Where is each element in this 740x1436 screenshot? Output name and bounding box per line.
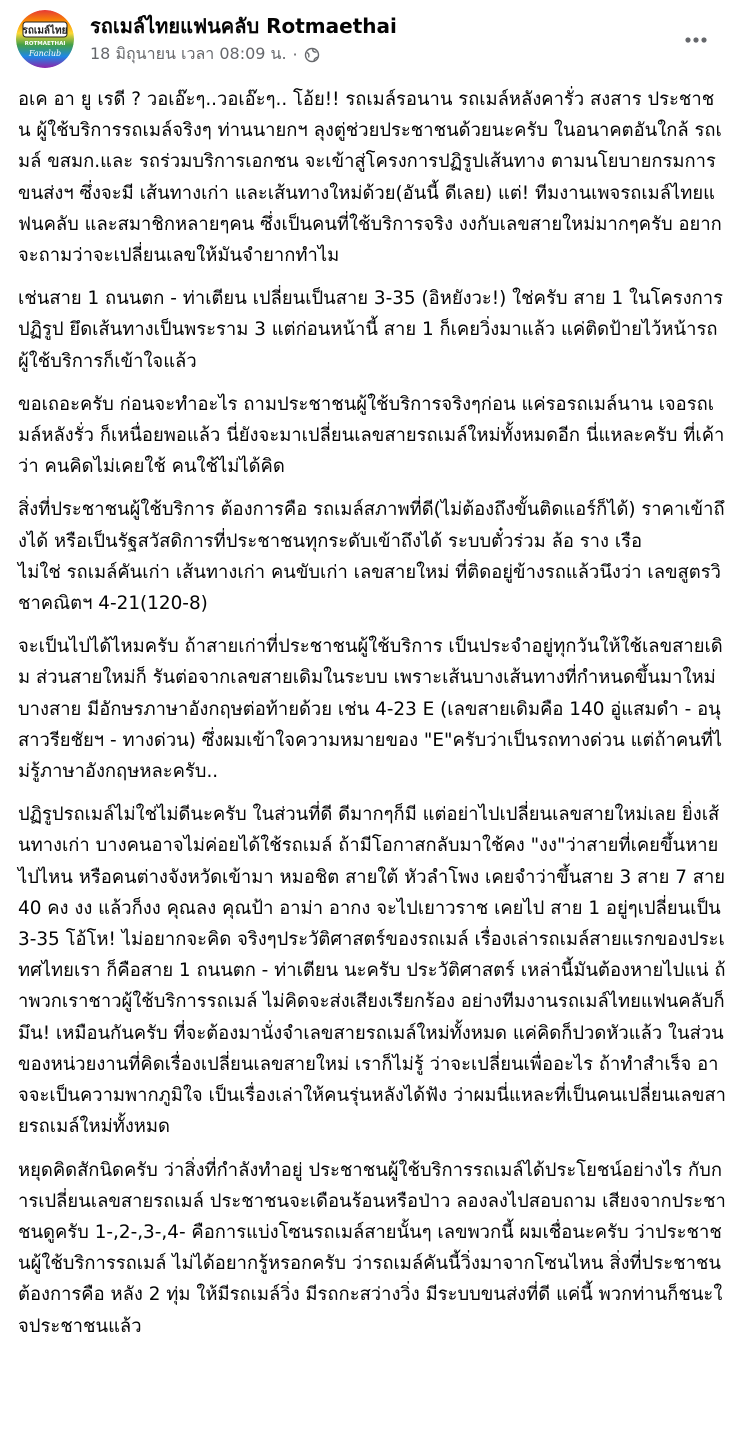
page-avatar[interactable]: [16, 10, 74, 68]
page-name[interactable]: รถเมล์ไทยแฟนคลับ Rotmaethai: [90, 14, 397, 38]
post-paragraph: จะเป็นไปได้ไหมครับ ถ้าสายเก่าที่ประชาชนผู้ใช้บริการ เป็นประจำอยู่ทุกวันให้ใช้เลขสายเดิม ส่วนสายใหม่ก็ รันต่อจากเลขสายเดิมในระบบ เพราะเส้นบางเส้นทางที่กำหนดขึ้นมาใหม่ บางสาย มีอักษรภาษาอังกฤษต่อท้ายด้วย เช่น 4-23 E (เลขสายเดิมคือ 140 อู่แสมดำ - อนุสาวรียชัยฯ - ทางด่วน) ซึ่งผมเข้าใจความหมายของ "E"ครับว่าเป็นรถทางด่วน แต่ถ้าคนที่ไม่รู้ภาษาอังกฤษหละครับ..: [18, 636, 723, 783]
post-timestamp[interactable]: 18 มิถุนายน เวลา 08:09 น.: [90, 44, 287, 63]
more-horizontal-icon[interactable]: [676, 22, 716, 58]
avatar-logo: [16, 10, 74, 68]
post-paragraph: หยุดคิดสักนิดครับ ว่าสิ่งที่กำลังทำอยู่ ประชาชนผู้ใช้บริการรถเมล์ได้ประโยชน์อย่างไร กับการเปลี่ยนเลขสายรถเมล์ ประชาชนจะเดือนร้อนหรือป่าว ลองลงไปสอบถาม เสียงจากประชาชนดูครับ 1-,2-,3-,4- คือการแบ่งโซนรถเมล์สายนั้นๆ เลขพวกนี้ ผมเชื่อนะครับ ว่าประชาชนผู้ใช้บริการรถเมล์ ไม่ได้อยากรู้หรอกครับ ว่ารถเมล์คันนี้วิ่งมาจากโซนไหน สิ่งที่ประชาชนต้องการคือ หลัง 2 ทุ่ม ให้มีรถเมล์วิ่ง มีรถกะสว่างวิ่ง มีระบบขนส่งที่ดี แค่นี้ พวกท่านก็ชนะใจประชาชนแล้ว: [18, 1159, 726, 1337]
svg-text:ROTMAETHAI: ROTMAETHAI: [24, 41, 66, 47]
svg-text:Fanclub: Fanclub: [28, 49, 62, 58]
post-paragraph: ปฏิรูปรถเมล์ไม่ใช่ไม่ดีนะครับ ในส่วนที่ดี ดีมากๆก็มี แต่อย่าไปเปลี่ยนเลขสายใหม่เลย ยิ่งเส้นทางเก่า บางคนอาจไม่ค่อยได้ใช้รถเมล์ ถ้ามีโอกาสกลับมาใช้คง "งง"ว่าสายที่เคยขึ้นหายไปไหน หรือคนต่างจังหวัดเข้ามา หมอชิต สายใต้ หัวลำโพง เคยจำว่าขึ้นสาย 3 สาย 7 สาย 40 คง งง แล้วก็งง คุณลง คุณป้า อาม่า อากง จะไปเยาวราช เคยไป สาย 1 อยู่ๆเปลี่ยนเป็น 3-35 โอ้โห! ไม่อยากจะคิด จริงๆประวัติศาสตร์ของรถเมล์ เรื่องเล่ารถเมล์สายแรกของประเทศไทยเรา ก็คือสาย 1 ถนนตก - ท่าเตียน นะครับ ประวัติศาสตร์ เหล่านี้มันต้องหายไปแน่ ถ้าพวกเราชาวผู้ใช้บริการรถเมล์ ไม่คิดจะส่งเสียงเรียกร้อง อย่างทีมงานรถเมล์ไทยแฟนคลับก็ มึน! เหมือนกันครับ ที่จะต้องมานั่งจำเลขสายรถเมล์ใหม่ทั้งหมด แค่คิดก็ปวดหัวแล้ว ในส่วนของหน่วยงานที่คิดเรื่องเปลี่ยนเลขสายใหม่ เราก็ไม่รู้ ว่าจะเปลี่ยนเพื่ออะไร ถ้าทำสำเร็จ อาจจะเป็นความพากภูมิใจ เป็นเรื่องเล่าให้คนรุ่นหลังได้ฟัง ว่าผมนี่แหละที่เป็นคนเปลี่ยนเลขสายรถเมล์ใหม่ทั้งหมด: [18, 804, 726, 1138]
post-paragraph: ขอเถอะครับ ก่อนจะทำอะไร ถามประชาชนผู้ใช้บริการจริงๆก่อน แค่รอรถเมล์นาน เจอรถเมล์หลังรั่ว ก็เหนื่อยพอแล้ว นี่ยังจะมาเปลี่ยนเลขสายรถเมล์ใหม่ทั้งหมดอีก นี่แหละครับ ที่เค้าว่า คนคิดไม่เคยใช้ คนใช้ไม่ได้คิด: [18, 393, 725, 478]
post-paragraph: เช่นสาย 1 ถนนตก - ท่าเตียน เปลี่ยนเป็นสาย 3-35 (อิหยังวะ!) ใช่ครับ สาย 1 ในโครงการปฏิรูป ยึดเส้นทางเป็นพระราม 3 แต่ก่อนหน้านี้ สาย 1 ก็เคยวิ่งมาแล้ว แค่ติดป้ายไว้หน้ารถ ผู้ใช้บริการก็เข้าใจแล้ว: [18, 288, 723, 372]
post-paragraph: อเค อา ยู เรดี ? วอเอ๊ะๆ..วอเอ๊ะๆ.. โอ้ย!! รถเมล์รอนาน รถเมล์หลังคารั่ว สงสาร ประชาชน ผู้ใช้บริการรถเมล์จริงๆ ท่านนายกฯ ลุงตู่ช่วยประชาชนด้วยนะครับ ในอนาคตอันใกล้ รถเมล์ ขสมก.และ รถร่วมบริการเอกชน จะเข้าสู่โครงการปฏิรูปเส้นทาง ตามนโยบายกรมการขนส่งฯ ซึ่งจะมี เส้นทางเก่า และเส้นทางใหม่ด้วย(อันนี้ ดีเลย) แต่! ทีมงานเพจรถเมล์ไทยแฟนคลับ และสมาชิกหลายๆคน ซึ่งเป็นคนที่ใช้บริการจริง งงกับเลขสายใหม่มากๆครับ อยากจะถามว่าจะเปลี่ยนเลขให้มันจำยากทำไม: [18, 89, 722, 267]
post-paragraph: สิ่งที่ประชาชนผู้ใช้บริการ ต้องการคือ รถเมล์สภาพที่ดี(ไม่ต้องถึงขั้นติดแอร์ก็ได้) ราคาเข้าถึงได้ หรือเป็นรัฐสวัสดิการที่ประชาชนทุกระดับเข้าถึงได้ ระบบตั๋วร่วม ล้อ ราง เรือ ไม่ใช่ รถเมล์คันเก่า เส้นทางเก่า คนขับเก่า เลขสายใหม่ ที่ติดอยู่ข้างรถแล้วนึงว่า เลขสูตรวิชาคณิตฯ 4-21(120-8): [18, 499, 725, 615]
post-meta: [90, 42, 320, 67]
meta-separator: ·: [292, 45, 298, 64]
globe-icon[interactable]: [304, 47, 320, 63]
post-header: [0, 0, 740, 80]
svg-text:รถเมล์ไทย: รถเมล์ไทย: [22, 25, 68, 37]
post-body: [18, 84, 726, 1354]
